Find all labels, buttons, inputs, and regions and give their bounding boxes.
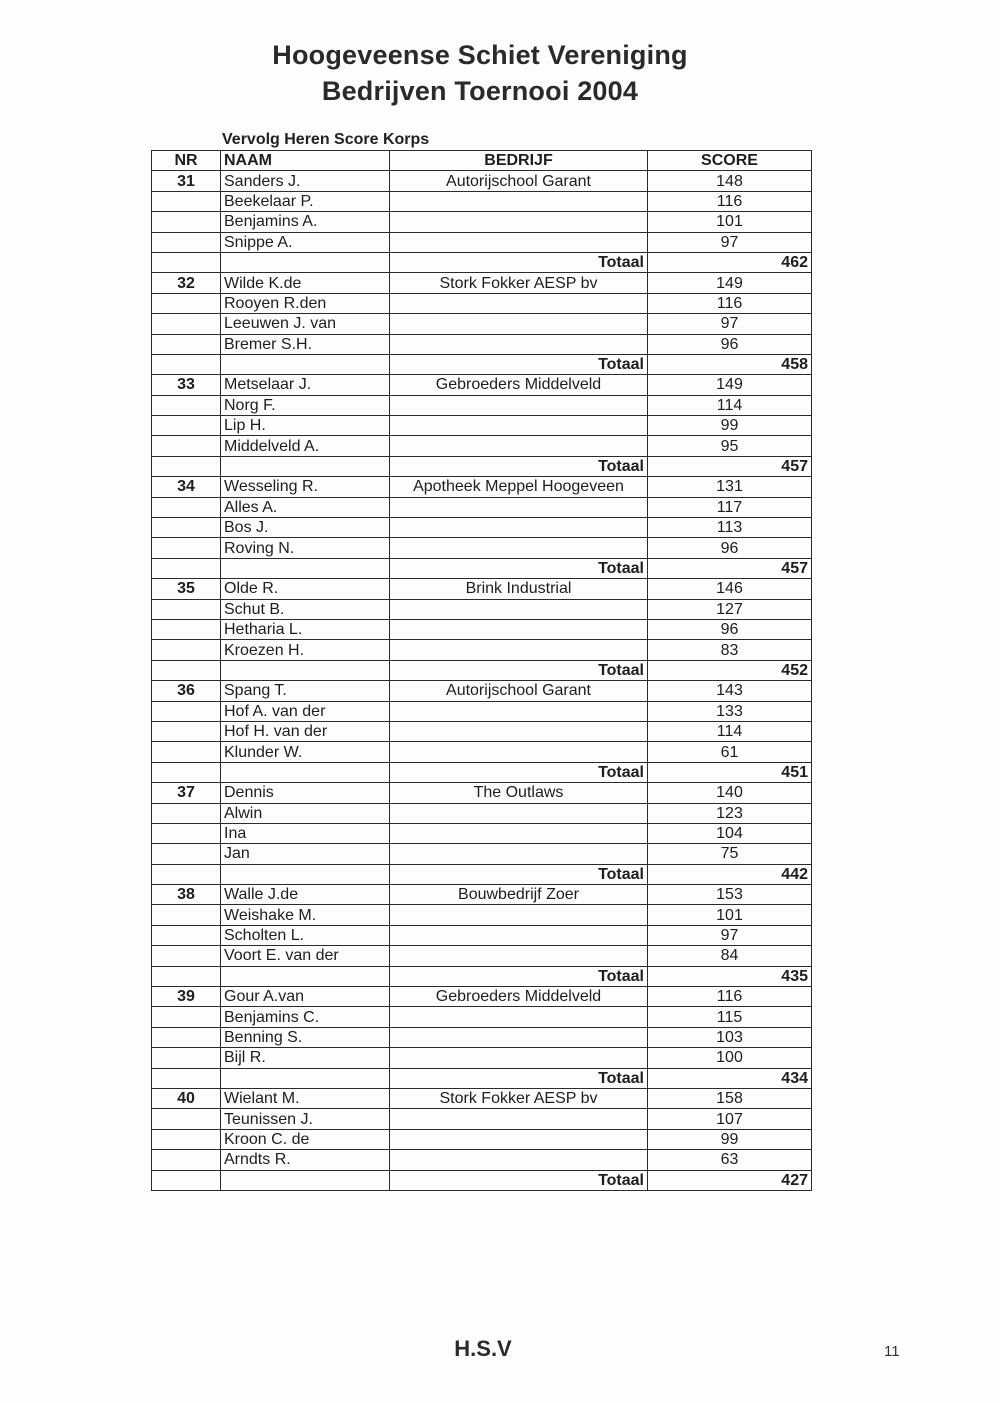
company-name <box>390 742 648 762</box>
total-row <box>152 966 812 986</box>
member-name: Dennis <box>221 783 390 803</box>
total-label: Totaal <box>390 864 648 884</box>
total-label: Totaal <box>390 660 648 680</box>
member-score: 153 <box>648 885 812 905</box>
table-row <box>152 1150 812 1170</box>
company-name <box>390 721 648 741</box>
table-row <box>152 375 812 395</box>
member-name: Benning S. <box>221 1027 390 1047</box>
empty-cell <box>152 864 221 884</box>
team-number <box>152 1129 221 1149</box>
member-name: Rooyen R.den <box>221 293 390 313</box>
empty-cell <box>221 354 390 374</box>
company-name <box>390 334 648 354</box>
company-name <box>390 293 648 313</box>
table-row <box>152 1129 812 1149</box>
empty-cell <box>152 354 221 374</box>
team-total-score: 442 <box>648 864 812 884</box>
company-name <box>390 905 648 925</box>
team-total-score: 457 <box>648 456 812 476</box>
team-number <box>152 640 221 660</box>
member-name: Kroon C. de <box>221 1129 390 1149</box>
total-label: Totaal <box>390 456 648 476</box>
team-number <box>152 844 221 864</box>
member-name: Bijl R. <box>221 1048 390 1068</box>
table-row <box>152 395 812 415</box>
total-row <box>152 1170 812 1190</box>
member-score: 148 <box>648 171 812 191</box>
team-number <box>152 599 221 619</box>
total-row <box>152 252 812 272</box>
company-name <box>390 803 648 823</box>
column-header-score: SCORE <box>648 151 812 171</box>
empty-cell <box>221 660 390 680</box>
company-name <box>390 599 648 619</box>
member-score: 149 <box>648 273 812 293</box>
total-label: Totaal <box>390 1068 648 1088</box>
document-subtitle: Bedrijven Toernooi 2004 <box>321 76 639 106</box>
empty-cell <box>221 762 390 782</box>
member-score: 123 <box>648 803 812 823</box>
member-name: Kroezen H. <box>221 640 390 660</box>
member-score: 61 <box>648 742 812 762</box>
company-name <box>390 701 648 721</box>
team-number <box>152 1007 221 1027</box>
document-title: Hoogeveense Schiet Vereniging <box>272 40 688 70</box>
team-number <box>152 946 221 966</box>
table-row <box>152 844 812 864</box>
member-score: 113 <box>648 518 812 538</box>
member-name: Hof A. van der <box>221 701 390 721</box>
member-name: Wielant M. <box>221 1088 390 1108</box>
team-number: 39 <box>152 987 221 1007</box>
total-label: Totaal <box>390 762 648 782</box>
member-score: 103 <box>648 1027 812 1047</box>
member-name: Bremer S.H. <box>221 334 390 354</box>
table-row <box>152 1088 812 1108</box>
member-score: 149 <box>648 375 812 395</box>
member-score: 133 <box>648 701 812 721</box>
company-name <box>390 1027 648 1047</box>
table-row <box>152 1007 812 1027</box>
member-name: Jan <box>221 844 390 864</box>
member-name: Middelveld A. <box>221 436 390 456</box>
member-name: Wilde K.de <box>221 273 390 293</box>
member-name: Hof H. van der <box>221 721 390 741</box>
member-score: 116 <box>648 191 812 211</box>
table-row <box>152 212 812 232</box>
team-number <box>152 803 221 823</box>
empty-cell <box>152 1068 221 1088</box>
table-row <box>152 579 812 599</box>
member-score: 114 <box>648 721 812 741</box>
company-name: Gebroeders Middelveld <box>390 375 648 395</box>
member-score: 97 <box>648 232 812 252</box>
member-name: Olde R. <box>221 579 390 599</box>
empty-cell <box>221 456 390 476</box>
company-name: Apotheek Meppel Hoogeveen <box>390 477 648 497</box>
company-name <box>390 619 648 639</box>
member-score: 140 <box>648 783 812 803</box>
company-name: Autorijschool Garant <box>390 681 648 701</box>
team-number: 37 <box>152 783 221 803</box>
team-number <box>152 619 221 639</box>
member-name: Roving N. <box>221 538 390 558</box>
company-name: Stork Fokker AESP bv <box>390 273 648 293</box>
member-name: Scholten L. <box>221 925 390 945</box>
table-row <box>152 334 812 354</box>
member-name: Gour A.van <box>221 987 390 1007</box>
member-score: 116 <box>648 293 812 313</box>
team-number <box>152 395 221 415</box>
team-total-score: 452 <box>648 660 812 680</box>
team-number <box>152 1109 221 1129</box>
empty-cell <box>221 966 390 986</box>
team-total-score: 434 <box>648 1068 812 1088</box>
member-score: 83 <box>648 640 812 660</box>
company-name <box>390 416 648 436</box>
member-name: Schut B. <box>221 599 390 619</box>
table-row <box>152 721 812 741</box>
empty-cell <box>221 1170 390 1190</box>
table-row <box>152 497 812 517</box>
member-name: Leeuwen J. van <box>221 314 390 334</box>
company-name <box>390 1129 648 1149</box>
total-row <box>152 456 812 476</box>
member-score: 96 <box>648 619 812 639</box>
total-label: Totaal <box>390 252 648 272</box>
member-score: 101 <box>648 905 812 925</box>
total-label: Totaal <box>390 558 648 578</box>
company-name <box>390 314 648 334</box>
empty-cell <box>221 864 390 884</box>
page-number: 11 <box>884 1343 900 1360</box>
team-total-score: 435 <box>648 966 812 986</box>
member-score: 97 <box>648 314 812 334</box>
table-row <box>152 987 812 1007</box>
table-row <box>152 314 812 334</box>
team-number: 40 <box>152 1088 221 1108</box>
team-number <box>152 191 221 211</box>
member-score: 97 <box>648 925 812 945</box>
member-name: Klunder W. <box>221 742 390 762</box>
member-score: 107 <box>648 1109 812 1129</box>
member-name: Lip H. <box>221 416 390 436</box>
company-name <box>390 925 648 945</box>
member-name: Bos J. <box>221 518 390 538</box>
table-row <box>152 823 812 843</box>
company-name <box>390 1048 648 1068</box>
member-score: 96 <box>648 334 812 354</box>
member-score: 63 <box>648 1150 812 1170</box>
member-name: Voort E. van der <box>221 946 390 966</box>
table-header-row <box>152 151 812 171</box>
table-row <box>152 701 812 721</box>
team-total-score: 427 <box>648 1170 812 1190</box>
team-total-score: 458 <box>648 354 812 374</box>
company-name: Gebroeders Middelveld <box>390 987 648 1007</box>
table-row <box>152 538 812 558</box>
table-caption: Vervolg Heren Score Korps <box>222 131 430 148</box>
empty-cell <box>152 660 221 680</box>
team-number <box>152 1048 221 1068</box>
column-header-bedrijf: BEDRIJF <box>390 151 648 171</box>
team-total-score: 451 <box>648 762 812 782</box>
table-row <box>152 436 812 456</box>
member-score: 95 <box>648 436 812 456</box>
table-row <box>152 416 812 436</box>
team-number <box>152 293 221 313</box>
table-row <box>152 293 812 313</box>
table-row <box>152 681 812 701</box>
company-name: Brink Industrial <box>390 579 648 599</box>
footer-club-name: H.S.V <box>454 1336 512 1361</box>
team-number: 32 <box>152 273 221 293</box>
member-name: Metselaar J. <box>221 375 390 395</box>
company-name <box>390 191 648 211</box>
empty-cell <box>221 558 390 578</box>
member-score: 84 <box>648 946 812 966</box>
team-number: 33 <box>152 375 221 395</box>
member-score: 99 <box>648 1129 812 1149</box>
table-row <box>152 640 812 660</box>
member-score: 104 <box>648 823 812 843</box>
empty-cell <box>221 1068 390 1088</box>
team-total-score: 457 <box>648 558 812 578</box>
company-name <box>390 538 648 558</box>
team-number <box>152 212 221 232</box>
company-name <box>390 946 648 966</box>
member-score: 146 <box>648 579 812 599</box>
total-row <box>152 864 812 884</box>
member-score: 100 <box>648 1048 812 1068</box>
member-name: Beekelaar P. <box>221 191 390 211</box>
team-number <box>152 1150 221 1170</box>
member-name: Sanders J. <box>221 171 390 191</box>
member-score: 116 <box>648 987 812 1007</box>
team-number <box>152 823 221 843</box>
table-row <box>152 1027 812 1047</box>
empty-cell <box>221 252 390 272</box>
member-name: Walle J.de <box>221 885 390 905</box>
company-name <box>390 497 648 517</box>
member-score: 96 <box>648 538 812 558</box>
company-name <box>390 518 648 538</box>
company-name: Autorijschool Garant <box>390 171 648 191</box>
company-name <box>390 844 648 864</box>
team-number <box>152 314 221 334</box>
company-name <box>390 436 648 456</box>
company-name <box>390 1150 648 1170</box>
member-name: Benjamins C. <box>221 1007 390 1027</box>
empty-cell <box>152 456 221 476</box>
team-total-score: 462 <box>648 252 812 272</box>
team-number <box>152 436 221 456</box>
team-number <box>152 497 221 517</box>
company-name: The Outlaws <box>390 783 648 803</box>
member-name: Snippe A. <box>221 232 390 252</box>
table-row <box>152 925 812 945</box>
member-score: 99 <box>648 416 812 436</box>
table-row <box>152 742 812 762</box>
team-number <box>152 742 221 762</box>
column-header-nr: NR <box>152 151 221 171</box>
member-score: 101 <box>648 212 812 232</box>
team-number <box>152 518 221 538</box>
member-name: Ina <box>221 823 390 843</box>
member-name: Spang T. <box>221 681 390 701</box>
member-name: Teunissen J. <box>221 1109 390 1129</box>
company-name: Bouwbedrijf Zoer <box>390 885 648 905</box>
table-row <box>152 619 812 639</box>
team-number <box>152 925 221 945</box>
company-name <box>390 823 648 843</box>
table-row <box>152 599 812 619</box>
table-row <box>152 803 812 823</box>
company-name <box>390 1109 648 1129</box>
team-number: 38 <box>152 885 221 905</box>
member-score: 127 <box>648 599 812 619</box>
total-row <box>152 354 812 374</box>
team-number: 36 <box>152 681 221 701</box>
member-score: 115 <box>648 1007 812 1027</box>
member-name: Arndts R. <box>221 1150 390 1170</box>
table-row <box>152 171 812 191</box>
column-header-naam: NAAM <box>221 151 390 171</box>
team-number <box>152 721 221 741</box>
empty-cell <box>152 966 221 986</box>
member-name: Wesseling R. <box>221 477 390 497</box>
total-label: Totaal <box>390 966 648 986</box>
team-number <box>152 538 221 558</box>
empty-cell <box>152 252 221 272</box>
total-row <box>152 1068 812 1088</box>
team-number <box>152 232 221 252</box>
member-name: Benjamins A. <box>221 212 390 232</box>
table-row <box>152 905 812 925</box>
total-row <box>152 558 812 578</box>
table-row <box>152 1048 812 1068</box>
team-number: 35 <box>152 579 221 599</box>
company-name: Stork Fokker AESP bv <box>390 1088 648 1108</box>
table-row <box>152 191 812 211</box>
member-score: 143 <box>648 681 812 701</box>
table-row <box>152 946 812 966</box>
team-number <box>152 701 221 721</box>
table-row <box>152 783 812 803</box>
team-number <box>152 1027 221 1047</box>
empty-cell <box>152 1170 221 1190</box>
member-name: Hetharia L. <box>221 619 390 639</box>
member-score: 158 <box>648 1088 812 1108</box>
table-row <box>152 477 812 497</box>
member-score: 117 <box>648 497 812 517</box>
member-name: Alwin <box>221 803 390 823</box>
total-row <box>152 660 812 680</box>
company-name <box>390 640 648 660</box>
table-row <box>152 273 812 293</box>
company-name <box>390 232 648 252</box>
total-row <box>152 762 812 782</box>
table-row <box>152 518 812 538</box>
member-name: Alles A. <box>221 497 390 517</box>
total-label: Totaal <box>390 1170 648 1190</box>
team-number <box>152 905 221 925</box>
company-name <box>390 1007 648 1027</box>
total-label: Totaal <box>390 354 648 374</box>
empty-cell <box>152 558 221 578</box>
table-row <box>152 885 812 905</box>
member-score: 75 <box>648 844 812 864</box>
empty-cell <box>152 762 221 782</box>
member-score: 131 <box>648 477 812 497</box>
member-name: Norg F. <box>221 395 390 415</box>
table-row <box>152 1109 812 1129</box>
team-number: 31 <box>152 171 221 191</box>
member-score: 114 <box>648 395 812 415</box>
team-number <box>152 416 221 436</box>
team-number <box>152 334 221 354</box>
table-row <box>152 232 812 252</box>
company-name <box>390 395 648 415</box>
team-number: 34 <box>152 477 221 497</box>
company-name <box>390 212 648 232</box>
member-name: Weishake M. <box>221 905 390 925</box>
score-table <box>151 150 812 1191</box>
